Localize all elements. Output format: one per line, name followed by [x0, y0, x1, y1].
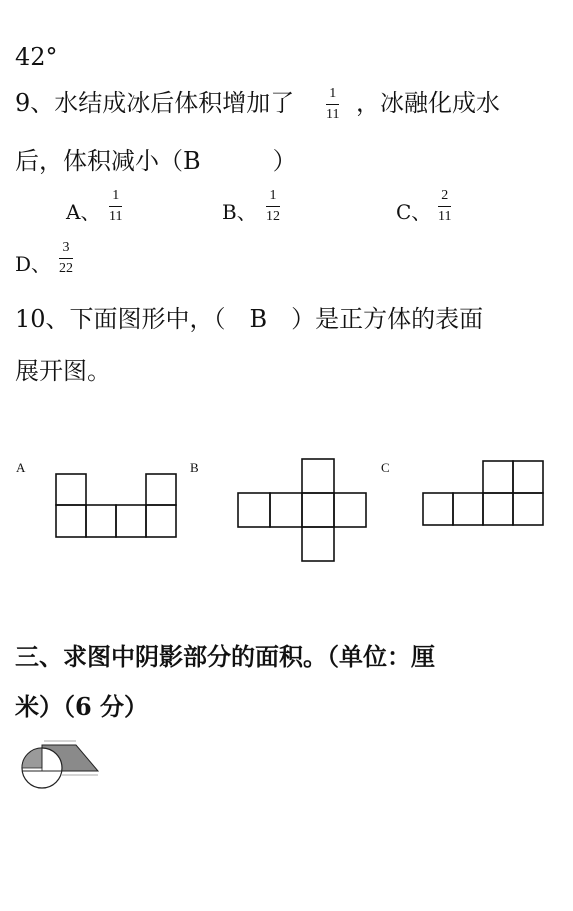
option-b-num: 1 [269, 188, 277, 203]
net-square [453, 493, 483, 525]
net-square [116, 505, 146, 537]
net-square [238, 493, 270, 527]
option-d-den: 22 [59, 261, 73, 276]
q10-line1: 10、下面图形中，（ B ）是正方体的表面 [15, 305, 484, 333]
net-square [423, 493, 453, 525]
option-a-label: A、 [66, 200, 101, 224]
net-c-squares [423, 461, 543, 525]
angle-answer: 42° [15, 43, 58, 71]
section3-line1: 三、求图中阴影部分的面积。（单位：厘 [15, 642, 435, 671]
net-square [483, 493, 513, 525]
net-square [56, 474, 86, 505]
net-a-squares [56, 474, 176, 537]
q9-text-after: ，冰融化成水 [356, 89, 500, 117]
option-b-den: 12 [266, 209, 280, 224]
option-d-num: 3 [62, 240, 70, 255]
net-square [56, 505, 86, 537]
net-square [302, 459, 334, 493]
net-square [513, 493, 543, 525]
section3-line2: 米）（6 分） [15, 692, 149, 721]
net-b-squares [238, 459, 366, 561]
net-square [483, 461, 513, 493]
net-square [270, 493, 302, 527]
net-label-c: C [381, 460, 390, 475]
shaded-area-figure [22, 741, 98, 788]
option-a-den: 11 [109, 209, 123, 224]
option-c-num: 2 [441, 188, 449, 203]
net-square [146, 474, 176, 505]
q9-line2: 后，体积减小（B ） [15, 147, 297, 175]
option-c-den: 11 [438, 209, 452, 224]
option-d-label: D、 [15, 252, 52, 276]
net-label-a: A [16, 460, 26, 475]
q9-fraction-num: 1 [329, 86, 337, 101]
q9-text-before: 9、水结成冰后体积增加了 [15, 89, 295, 117]
q9-fraction-den: 11 [326, 107, 340, 122]
q10-line2: 展开图。 [15, 357, 111, 385]
option-a-num: 1 [112, 188, 120, 203]
net-square [302, 527, 334, 561]
net-square [334, 493, 366, 527]
option-c-label: C、 [396, 200, 432, 224]
net-square [86, 505, 116, 537]
option-b-label: B、 [222, 200, 257, 224]
net-square [302, 493, 334, 527]
net-square [513, 461, 543, 493]
net-square [146, 505, 176, 537]
net-label-b: B [190, 460, 199, 475]
